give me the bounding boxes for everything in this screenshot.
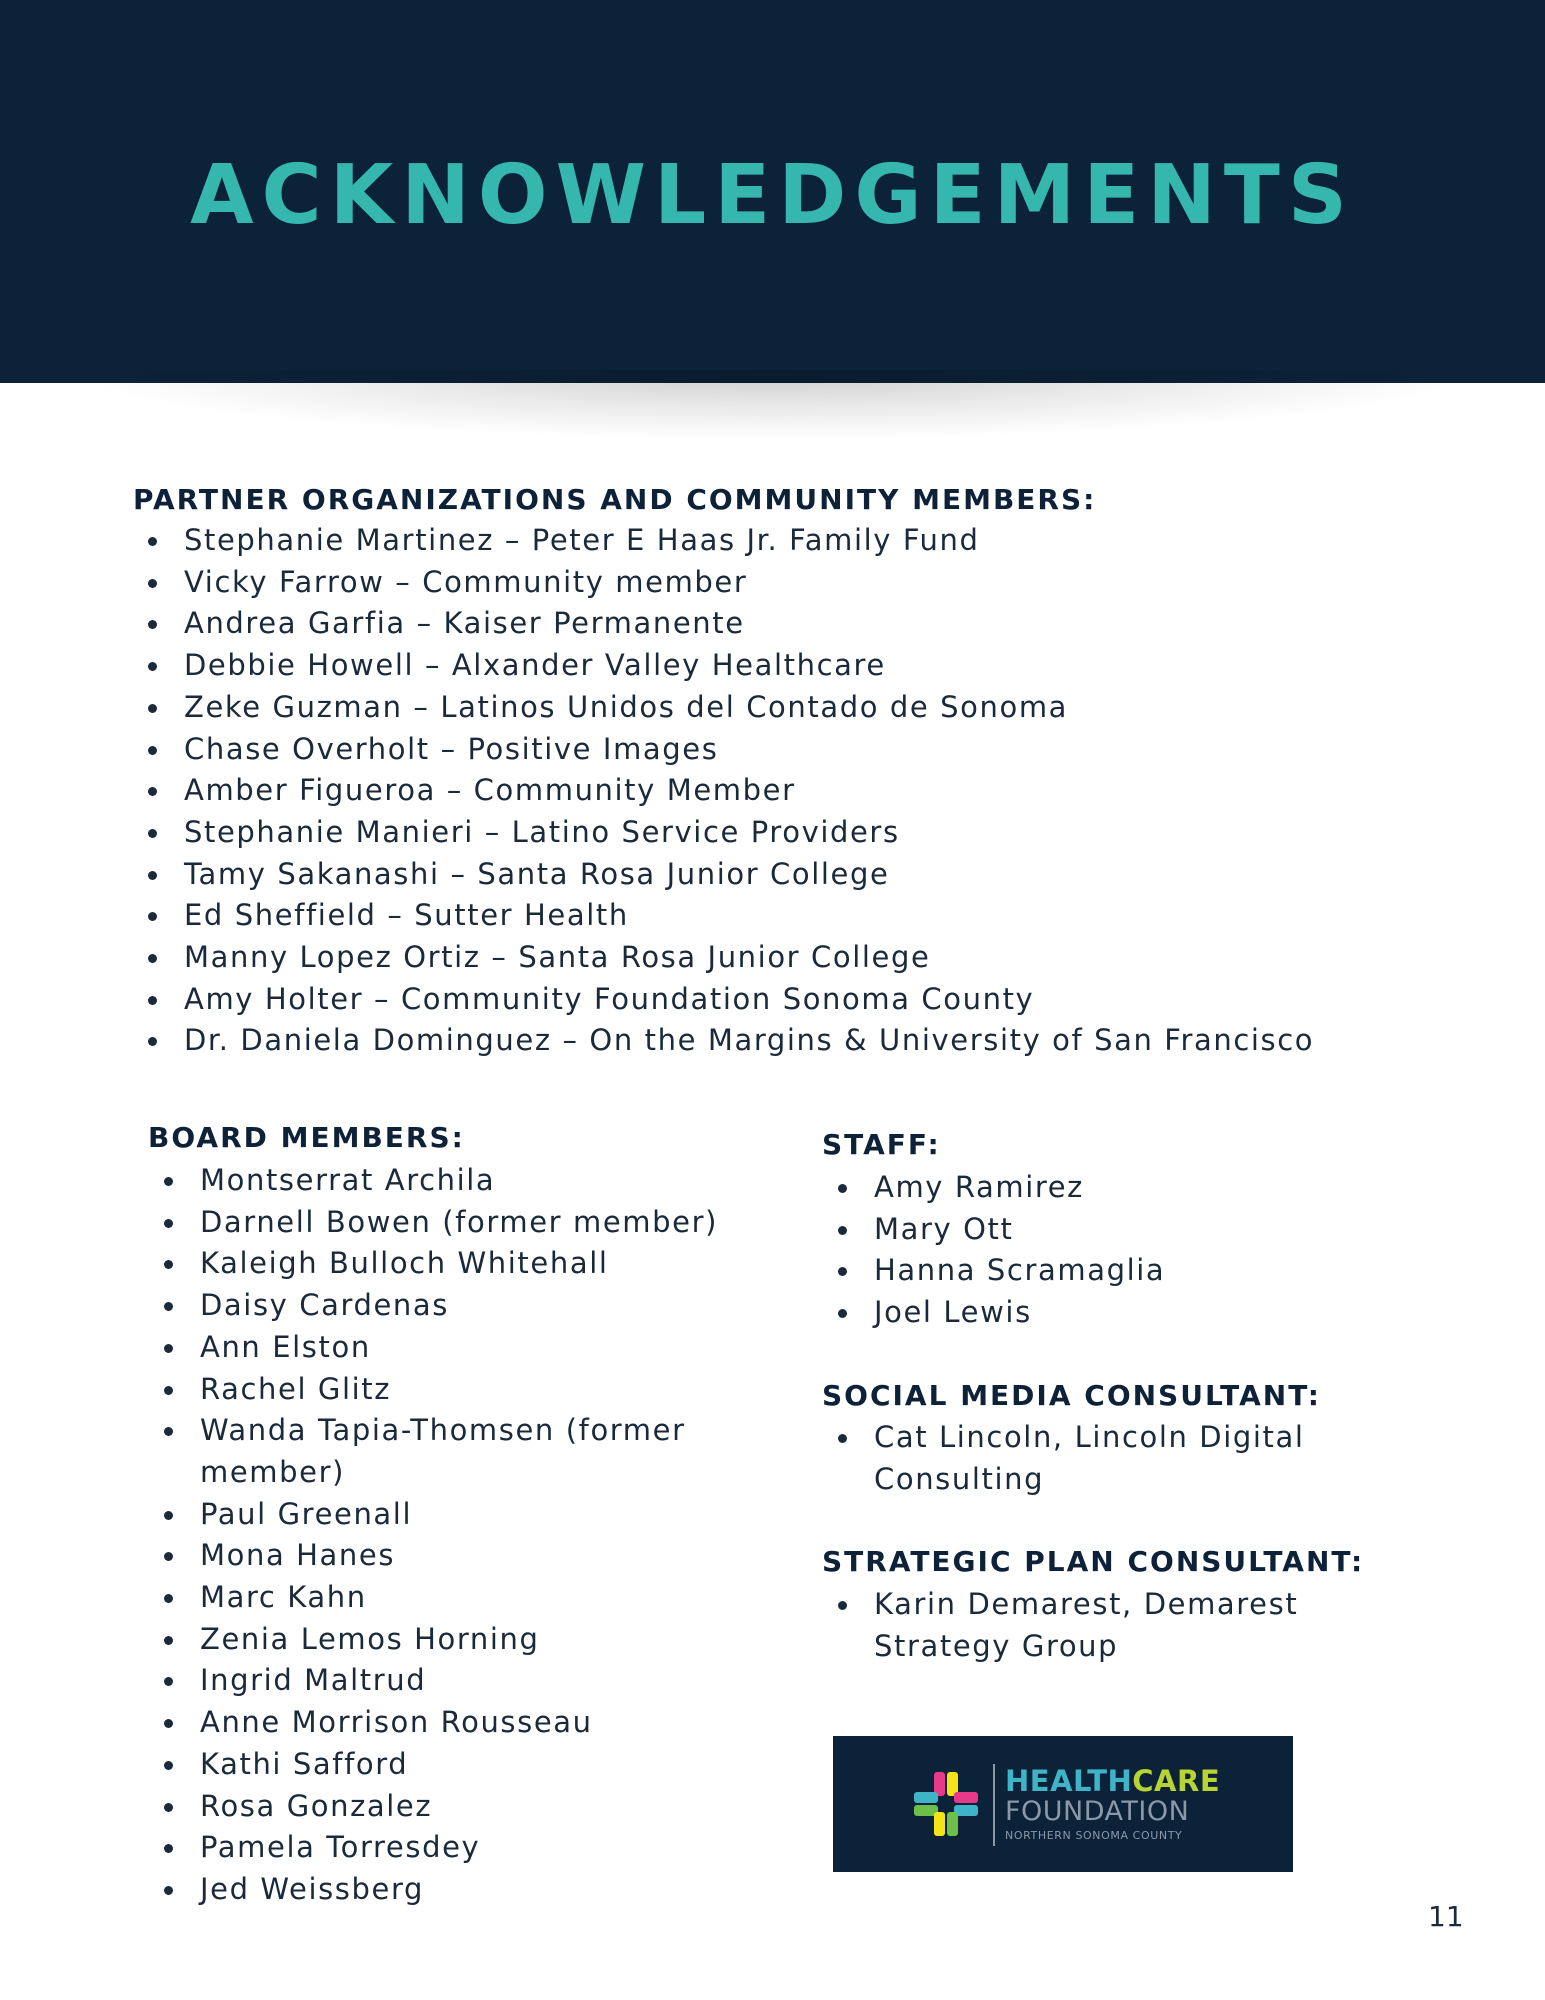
list-item: Pamela Torresdey xyxy=(148,1827,768,1869)
logo-divider xyxy=(993,1764,995,1846)
social-media-list xyxy=(822,1417,1342,1500)
list-item: Debbie Howell – Alxander Valley Healthcare xyxy=(132,645,1314,687)
board-heading: BOARD MEMBERS: xyxy=(148,1121,465,1154)
puzzle-cross-icon xyxy=(912,1770,980,1838)
staff-heading: STAFF: xyxy=(822,1128,941,1161)
list-item: Chase Overholt – Positive Images xyxy=(132,729,1314,771)
list-item: Stephanie Manieri – Latino Service Providers xyxy=(132,812,1314,854)
list-item: Hanna Scramaglia xyxy=(822,1250,1165,1292)
list-item: Manny Lopez Ortiz – Santa Rosa Junior College xyxy=(132,937,1314,979)
list-item: Ann Elston xyxy=(148,1327,768,1369)
list-item: Paul Greenall xyxy=(148,1494,768,1536)
list-item: Tamy Sakanashi – Santa Rosa Junior College xyxy=(132,854,1314,896)
list-item: Jed Weissberg xyxy=(148,1869,768,1911)
list-item: Stephanie Martinez – Peter E Haas Jr. Family Fund xyxy=(132,520,1314,562)
social-media-heading: SOCIAL MEDIA CONSULTANT: xyxy=(822,1379,1321,1412)
list-item: Zeke Guzman – Latinos Unidos del Contado de Sonoma xyxy=(132,687,1314,729)
list-item: Ed Sheffield – Sutter Health xyxy=(132,895,1314,937)
list-item: Cat Lincoln, Lincoln Digital Consulting xyxy=(822,1417,1342,1500)
list-item: Mary Ott xyxy=(822,1209,1165,1251)
partners-list xyxy=(132,520,1314,1062)
list-item: Marc Kahn xyxy=(148,1577,768,1619)
logo-region-text: NORTHERN SONOMA COUNTY xyxy=(1005,1829,1183,1842)
list-item: Kaleigh Bulloch Whitehall xyxy=(148,1243,768,1285)
list-item: Karin Demarest, Demarest Strategy Group xyxy=(822,1584,1342,1667)
page-number: 11 xyxy=(1428,1900,1464,1933)
list-item: Kathi Safford xyxy=(148,1744,768,1786)
list-item: Amber Figueroa – Community Member xyxy=(132,770,1314,812)
list-item: Mona Hanes xyxy=(148,1535,768,1577)
logo-foundation-text: FOUNDATION xyxy=(1005,1796,1190,1827)
strategic-plan-list xyxy=(822,1584,1342,1667)
healthcare-foundation-logo xyxy=(833,1736,1293,1872)
list-item: Amy Holter – Community Foundation Sonoma County xyxy=(132,979,1314,1021)
list-item: Wanda Tapia-Thomsen (former member) xyxy=(148,1410,768,1493)
list-item: Joel Lewis xyxy=(822,1292,1165,1334)
header-banner xyxy=(0,0,1545,383)
list-item: Andrea Garfia – Kaiser Permanente xyxy=(132,603,1314,645)
board-list xyxy=(148,1160,768,1911)
page-title: ACKNOWLEDGEMENTS xyxy=(190,148,1355,243)
list-item: Darnell Bowen (former member) xyxy=(148,1202,768,1244)
strategic-plan-heading: STRATEGIC PLAN CONSULTANT: xyxy=(822,1545,1365,1578)
list-item: Rosa Gonzalez xyxy=(148,1786,768,1828)
list-item: Vicky Farrow – Community member xyxy=(132,562,1314,604)
list-item: Rachel Glitz xyxy=(148,1369,768,1411)
list-item: Anne Morrison Rousseau xyxy=(148,1702,768,1744)
list-item: Zenia Lemos Horning xyxy=(148,1619,768,1661)
staff-list xyxy=(822,1167,1165,1334)
logo-wordmark: HEALTHCARE xyxy=(1005,1764,1221,1798)
list-item: Amy Ramirez xyxy=(822,1167,1165,1209)
banner-shadow xyxy=(60,370,1485,440)
partners-heading: PARTNER ORGANIZATIONS AND COMMUNITY MEMBERS: xyxy=(133,483,1097,516)
list-item: Montserrat Archila xyxy=(148,1160,768,1202)
list-item: Ingrid Maltrud xyxy=(148,1660,768,1702)
list-item: Daisy Cardenas xyxy=(148,1285,768,1327)
list-item: Dr. Daniela Dominguez – On the Margins & University of San Francisco xyxy=(132,1020,1314,1062)
